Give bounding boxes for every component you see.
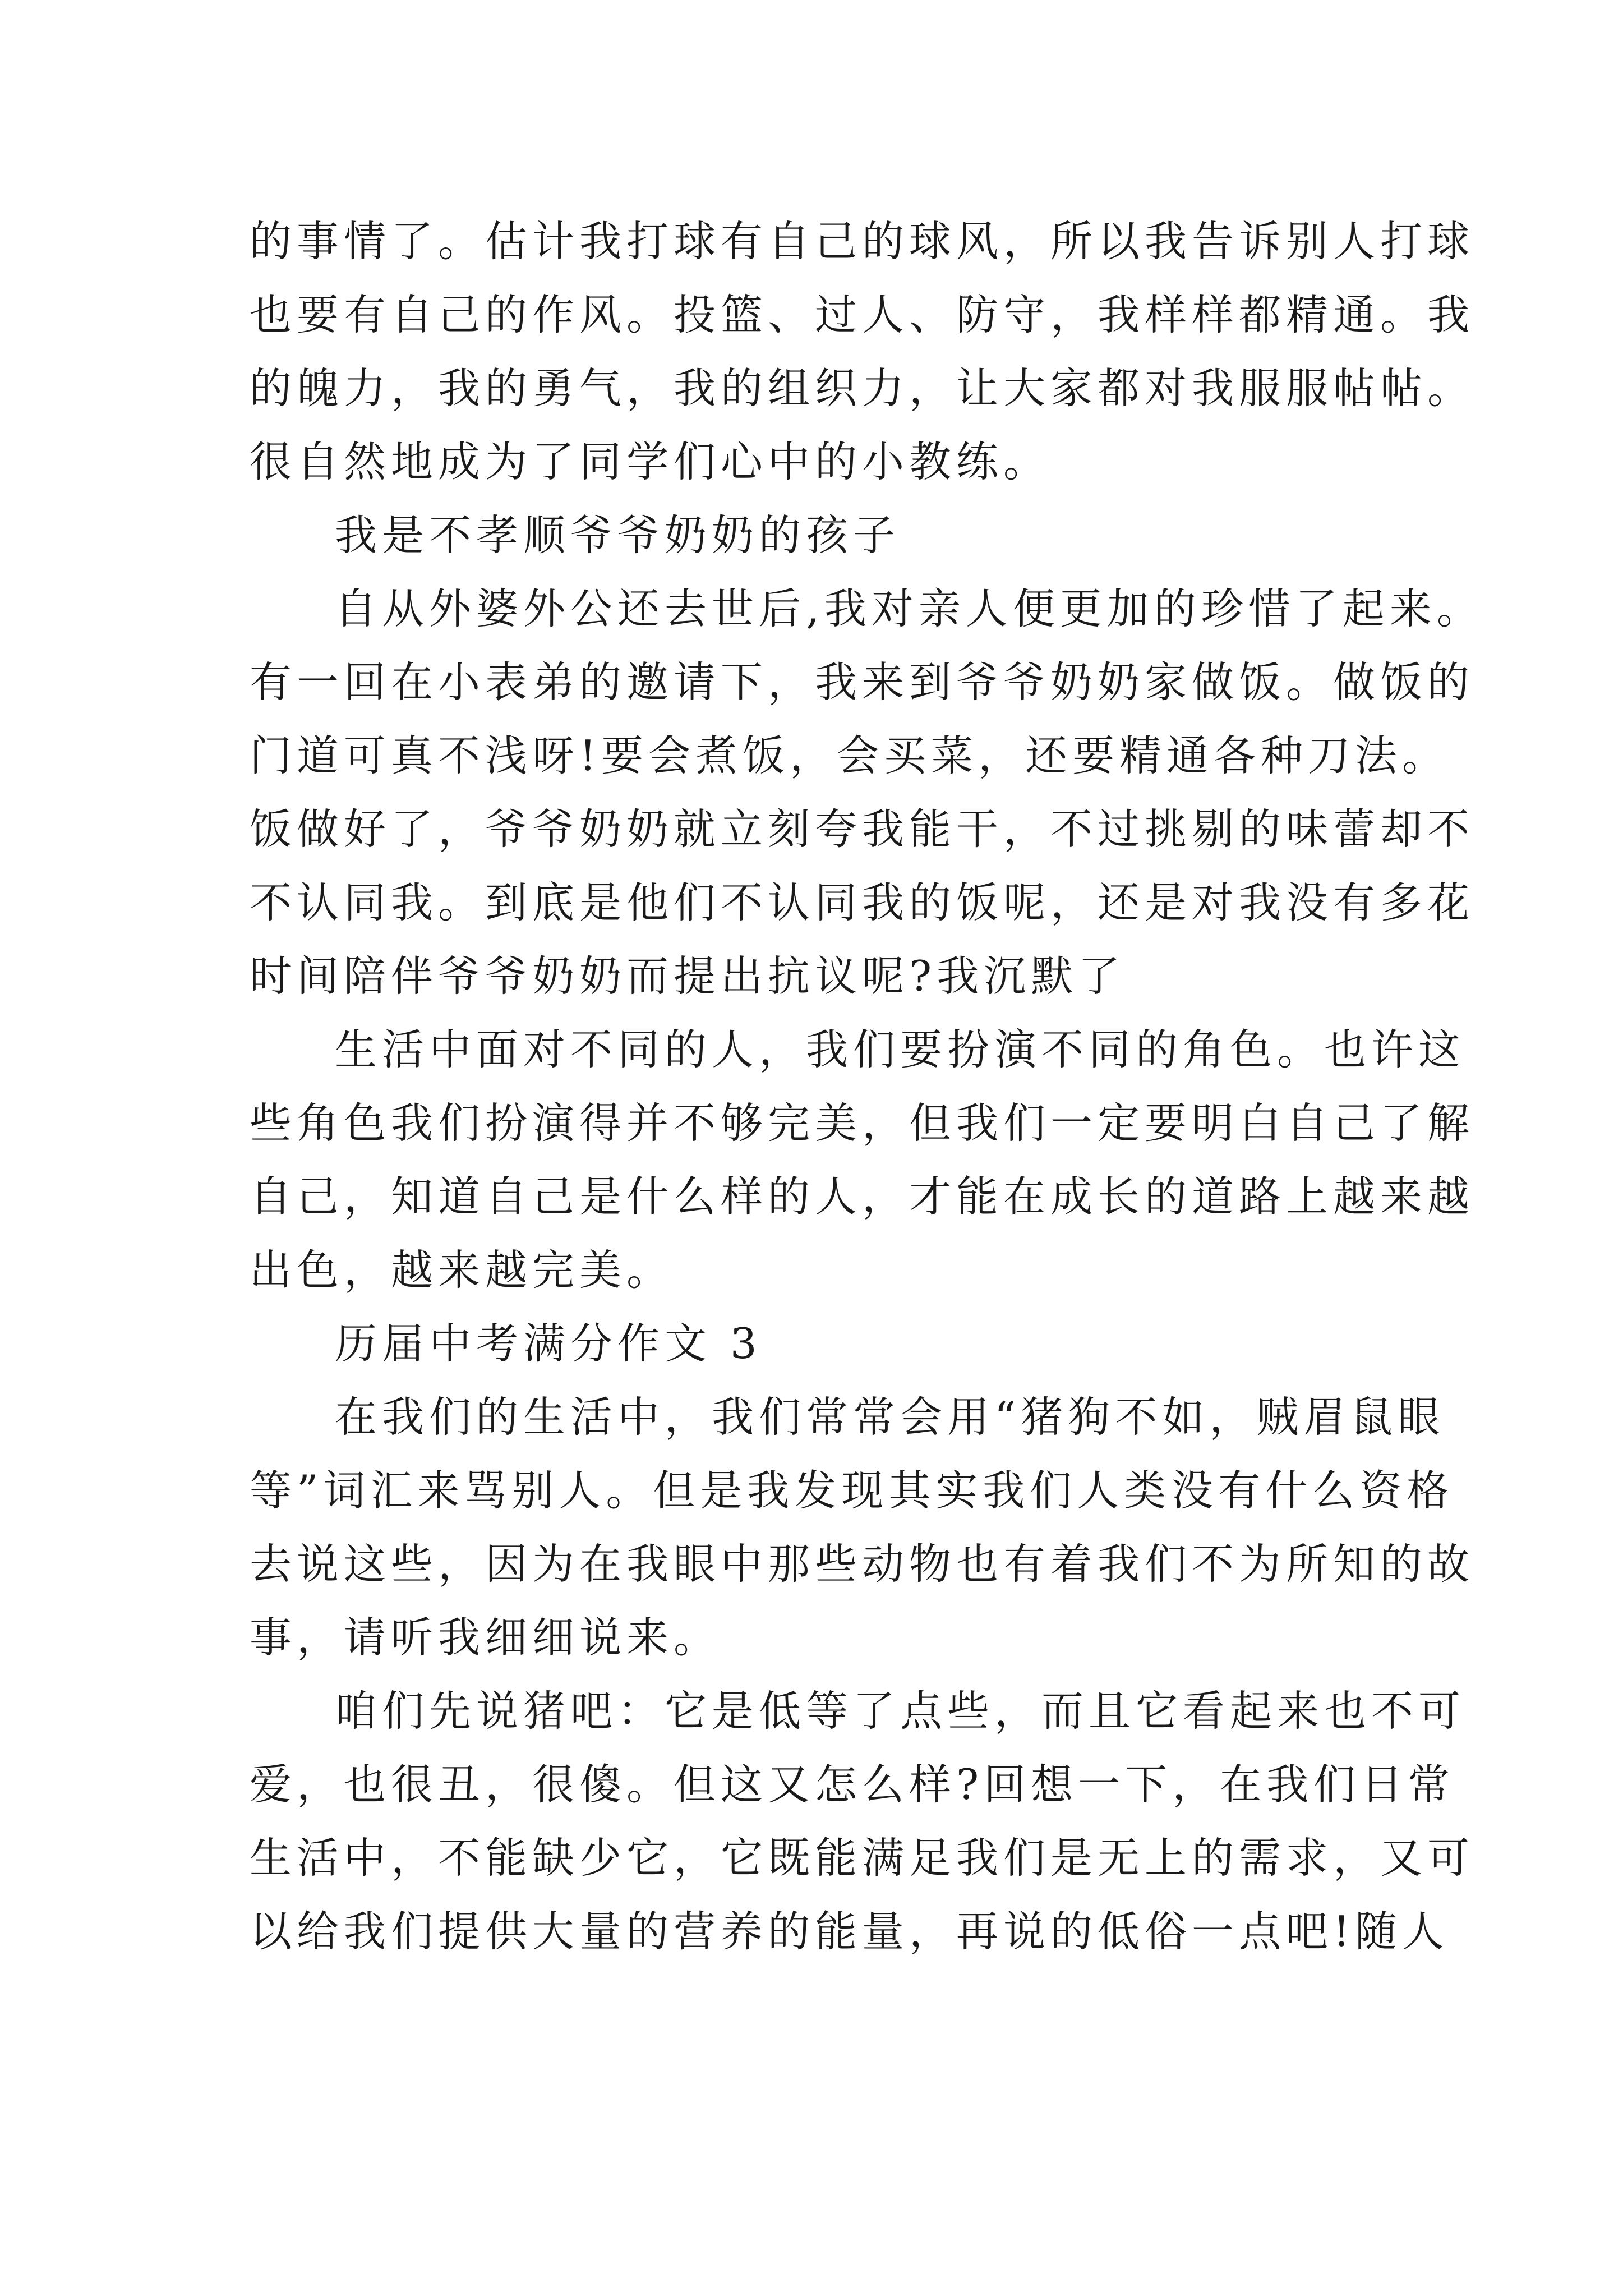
text-line: 去说这些，因为在我眼中那些动物也有着我们不为所知的故 bbox=[250, 1539, 1475, 1589]
paragraph-start: 咱们先说猪吧：它是低等了点些，而且它看起来也不可 bbox=[335, 1686, 1466, 1736]
text-line: 自己，知道自己是什么样的人，才能在成长的道路上越来越 bbox=[250, 1172, 1475, 1221]
text-line: 的事情了。估计我打球有自己的球风，所以我告诉别人打球 bbox=[250, 217, 1475, 266]
text-line: 饭做好了，爷爷奶奶就立刻夸我能干，不过挑剔的味蕾却不 bbox=[250, 804, 1475, 854]
text-line: 爱，也很丑，很傻。但这又怎么样?回想一下，在我们日常 bbox=[250, 1760, 1455, 1809]
paragraph-start: 在我们的生活中，我们常常会用“猪狗不如，贼眉鼠眼 bbox=[335, 1392, 1445, 1442]
text-line: 门道可真不浅呀!要会煮饭，会买菜，还要精通各种刀法。 bbox=[250, 731, 1450, 780]
text-line: 的魄力，我的勇气，我的组织力，让大家都对我服服帖帖。 bbox=[250, 364, 1475, 413]
text-line: 时间陪伴爷爷奶奶而提出抗议呢?我沉默了 bbox=[250, 951, 1126, 1001]
text-line: 很自然地成为了同学们心中的小教练。 bbox=[250, 437, 1051, 486]
text-line: 等”词汇来骂别人。但是我发现其实我们人类没有什么资格 bbox=[250, 1466, 1454, 1515]
section-heading: 历届中考满分作文 3 bbox=[335, 1319, 762, 1368]
document-body bbox=[250, 205, 1484, 1968]
text-line: 有一回在小表弟的邀请下，我来到爷爷奶奶家做饭。做饭的 bbox=[250, 657, 1475, 707]
text-line: 也要有自己的作风。投篮、过人、防守，我样样都精通。我 bbox=[250, 290, 1475, 339]
text-line: 出色，越来越完美。 bbox=[250, 1245, 674, 1295]
section-heading: 我是不孝顺爷爷奶奶的孩子 bbox=[335, 510, 901, 560]
text-line: 事，请听我细细说来。 bbox=[250, 1613, 721, 1662]
text-line: 以给我们提供大量的营养的能量，再说的低俗一点吧!随人 bbox=[250, 1907, 1450, 1956]
paragraph-start: 生活中面对不同的人，我们要扮演不同的角色。也许这 bbox=[335, 1025, 1466, 1074]
paragraph-start: 自从外婆外公还去世后,我对亲人便更加的珍惜了起来。 bbox=[335, 584, 1484, 633]
text-line: 不认同我。到底是他们不认同我的饭呢，还是对我没有多花 bbox=[250, 878, 1475, 927]
text-line: 些角色我们扮演得并不够完美，但我们一定要明白自己了解 bbox=[250, 1098, 1475, 1148]
text-line: 生活中，不能缺少它，它既能满足我们是无上的需求，又可 bbox=[250, 1833, 1475, 1883]
